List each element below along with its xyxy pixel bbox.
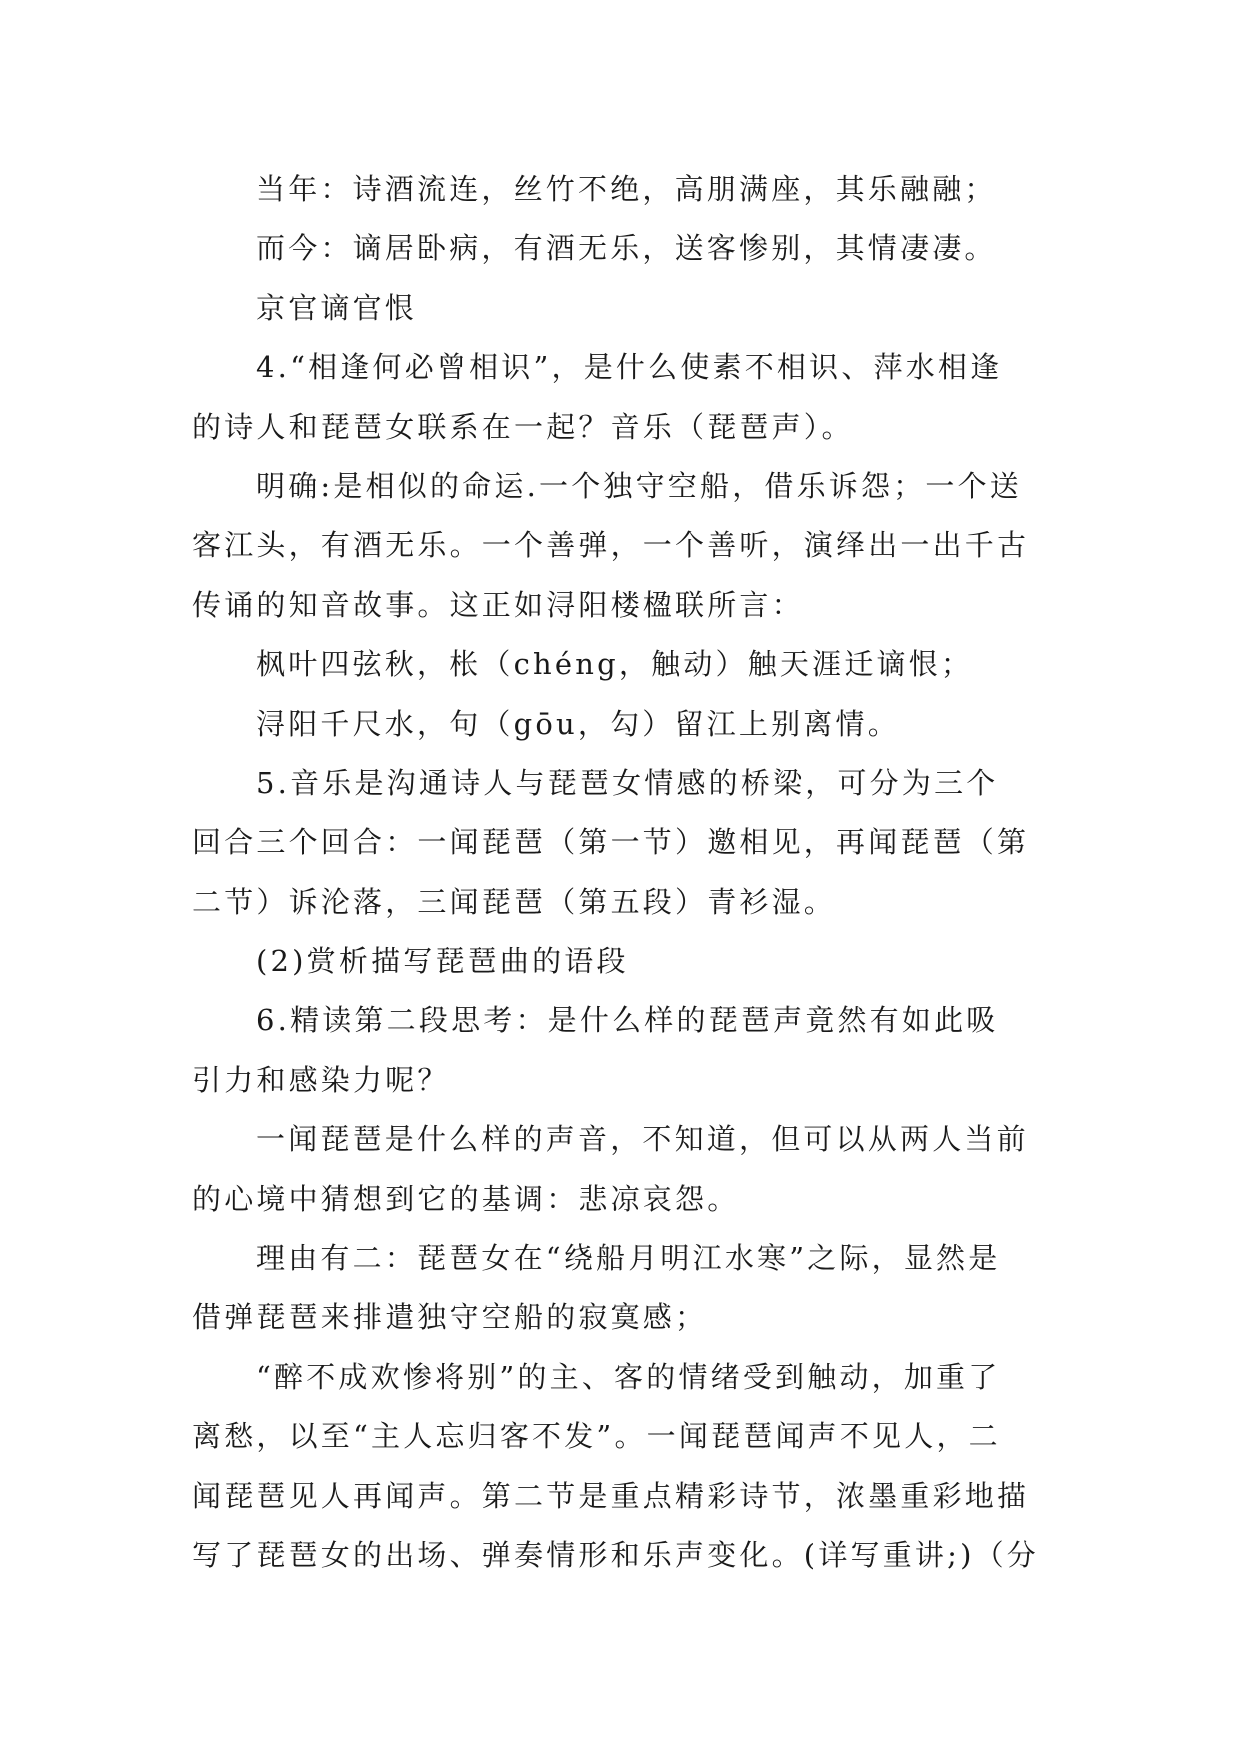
text-line: 明确:是相似的命运.一个独守空船，借乐诉怨；一个送: [256, 468, 1022, 503]
text-line: “醉不成欢惨将别”的主、客的情绪受到触动，加重了: [256, 1359, 1001, 1394]
text-line: 写了琵琶女的出场、弹奏情形和乐声变化。(详写重讲;)（分: [192, 1537, 1039, 1572]
text-line: 5.音乐是沟通诗人与琵琶女情感的桥梁，可分为三个: [256, 765, 999, 800]
text-line: 4.“相逢何必曾相识”，是什么使素不相识、萍水相逢: [256, 350, 1003, 385]
text-line: 6.精读第二段思考：是什么样的琵琶声竟然有如此吸: [256, 1003, 999, 1038]
text-line: 理由有二：琵琶女在“绕船月明江水寒”之际，显然是: [256, 1241, 1001, 1276]
text-line: 浔阳千尺水，句（gōu，勾）留江上别离情。: [256, 706, 900, 741]
text-line: 二节）诉沦落，三闻琵琶（第五段）青衫湿。: [192, 884, 837, 919]
text-line: (2)赏析描写琵琶曲的语段: [256, 944, 629, 979]
text-line: 一闻琵琶是什么样的声音，不知道，但可以从两人当前: [256, 1122, 1029, 1157]
text-line: 客江头，有酒无乐。一个善弹，一个善听，演绎出一出千古: [192, 528, 1030, 563]
text-line: 引力和感染力呢？: [192, 1062, 450, 1097]
text-line: 闻琵琶见人再闻声。第二节是重点精彩诗节，浓墨重彩地描: [192, 1478, 1030, 1513]
document-body: [192, 160, 1062, 1585]
text-line: 传诵的知音故事。这正如浔阳楼楹联所言：: [192, 587, 804, 622]
text-line: 的心境中猜想到它的基调：悲凉哀怨。: [192, 1181, 740, 1216]
text-line: 离愁，以至“主人忘归客不发”。一闻琵琶闻声不见人，二: [192, 1419, 1001, 1454]
text-line: 京官谪官恨: [256, 290, 418, 325]
text-line: 而今：谪居卧病，有酒无乐，送客惨别，其情凄凄。: [256, 231, 997, 266]
text-line: 当年：诗酒流连，丝竹不绝，高朋满座，其乐融融；: [256, 172, 997, 206]
text-line: 回合三个回合：一闻琵琶（第一节）邀相见，再闻琵琶（第: [192, 825, 1030, 860]
text-line: 借弹琵琶来排遣独守空船的寂寞感；: [192, 1300, 708, 1335]
text-line: 枫叶四弦秋，枨（chéng，触动）触天涯迁谪恨；: [256, 647, 974, 682]
text-line: 的诗人和琵琶女联系在一起？音乐（琵琶声）。: [192, 409, 854, 444]
